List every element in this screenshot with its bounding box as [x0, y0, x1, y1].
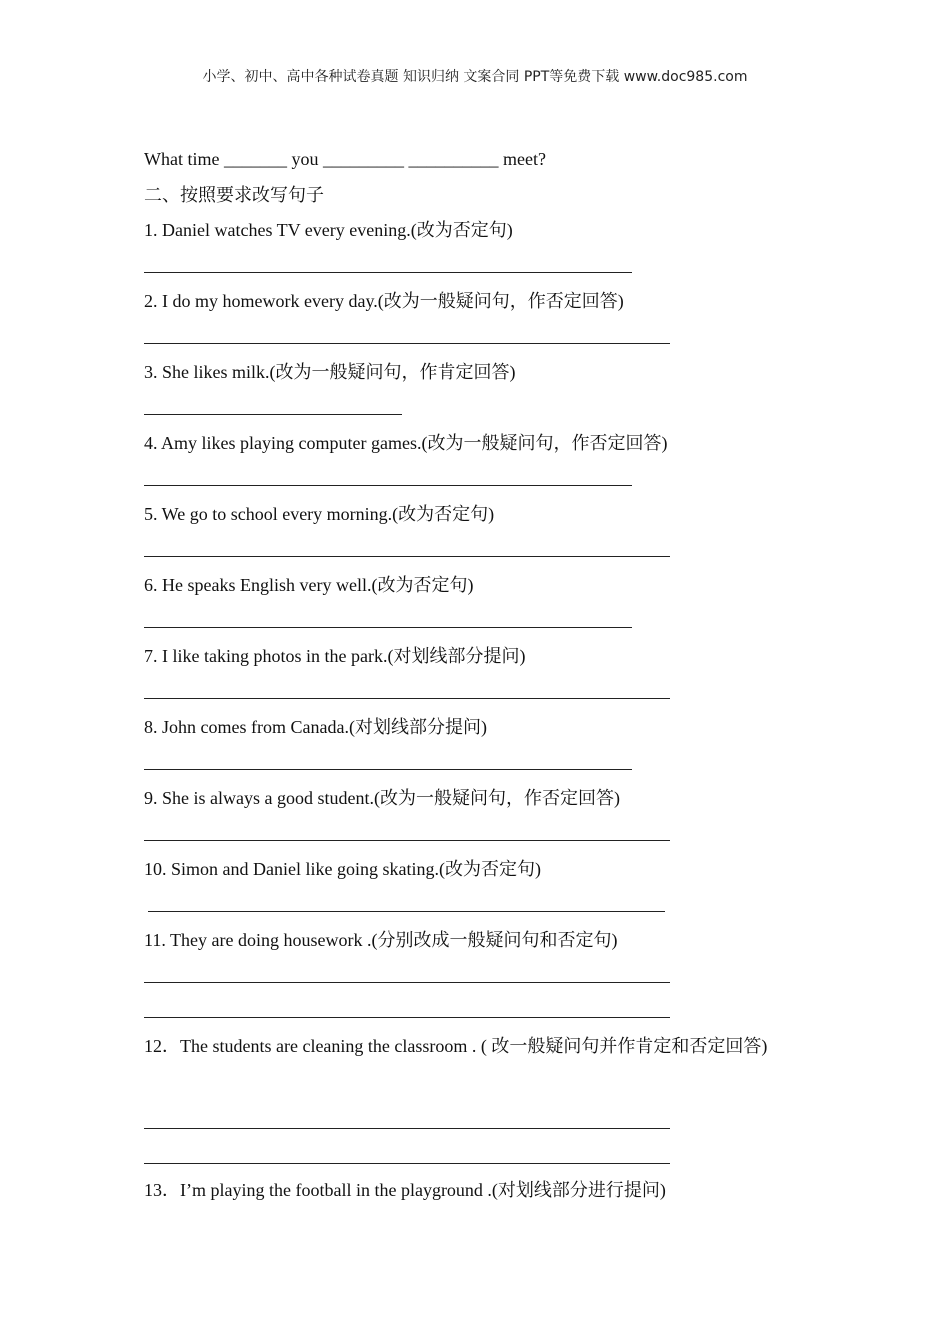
question-2: 2. I do my homework every day.(改为一般疑问句，作否定回答) — [144, 291, 624, 311]
question-7: 7. I like taking photos in the park.(对划线部分提问) — [144, 646, 526, 666]
answer-line-7[interactable] — [144, 698, 670, 699]
answer-line-6[interactable] — [144, 627, 632, 628]
answer-line-9[interactable] — [144, 840, 670, 841]
question-11: 11. They are doing housework .(分别改成一般疑问句和否定句) — [144, 930, 618, 950]
answer-line-12b[interactable] — [144, 1163, 670, 1164]
carry-over-question: What time _______ you _________ __________ meet? — [144, 149, 546, 169]
question-8: 8. John comes from Canada.(对划线部分提问) — [144, 717, 487, 737]
answer-line-8[interactable] — [144, 769, 632, 770]
answer-line-1[interactable] — [144, 272, 632, 273]
answer-line-12a[interactable] — [144, 1128, 670, 1129]
answer-line-4[interactable] — [144, 485, 632, 486]
question-6: 6. He speaks English very well.(改为否定句) — [144, 575, 474, 595]
question-13: 13．I’m playing the football in the playground .(对划线部分进行提问) — [144, 1180, 666, 1200]
question-1: 1. Daniel watches TV every evening.(改为否定句) — [144, 220, 513, 240]
question-4: 4. Amy likes playing computer games.(改为一般疑问句，作否定回答) — [144, 433, 668, 453]
page-header-watermark: 小学、初中、高中各种试卷真题 知识归纳 文案合同 PPT等免费下载 www.doc985.com — [202, 69, 748, 85]
question-9: 9. She is always a good student.(改为一般疑问句，作否定回答) — [144, 788, 620, 808]
answer-line-3[interactable] — [144, 414, 402, 415]
answer-line-11b[interactable] — [144, 1017, 670, 1018]
section-title: 二、按照要求改写句子 — [144, 185, 324, 205]
answer-line-2[interactable] — [144, 343, 670, 344]
question-5: 5. We go to school every morning.(改为否定句) — [144, 504, 495, 524]
answer-line-11a[interactable] — [144, 982, 670, 983]
answer-line-10[interactable] — [148, 911, 665, 912]
question-3: 3. She likes milk.(改为一般疑问句，作肯定回答) — [144, 362, 516, 382]
question-12: 12．The students are cleaning the classroom . ( 改一般疑问句并作肯定和否定回答) — [144, 1036, 768, 1056]
question-10: 10. Simon and Daniel like going skating.(改为否定句) — [144, 859, 541, 879]
answer-line-5[interactable] — [144, 556, 670, 557]
